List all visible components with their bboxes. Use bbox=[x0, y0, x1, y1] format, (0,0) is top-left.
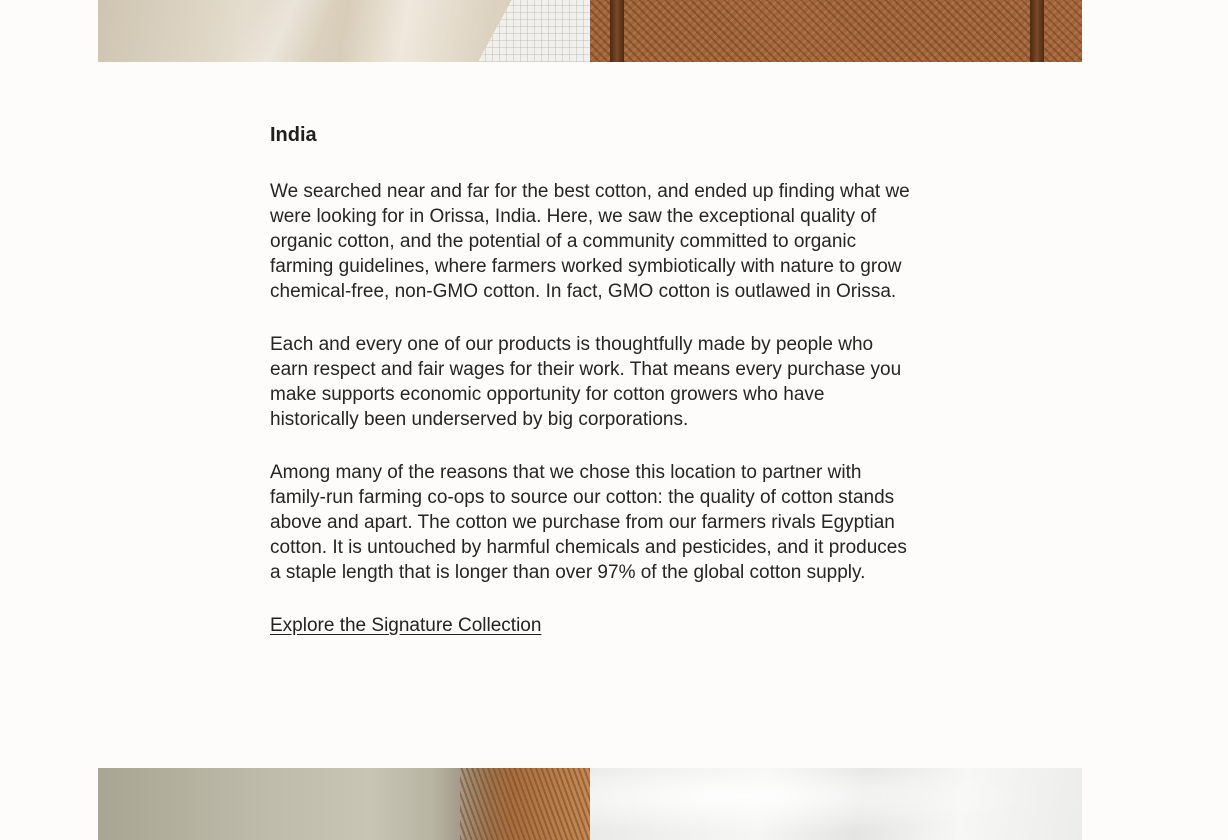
top-image-row bbox=[98, 0, 1082, 62]
section-heading: India bbox=[270, 124, 317, 146]
paragraph-cotton-quality: Among many of the reasons that we chose this location to partner with family-run farming co-ops to source our cotton: the quality of cotton stands above and apart. The cotton we purchase from our farmers rivals Egyptian cotton. It is untouched by harmful chemicals and pesticides, and it produces a staple length that is longer than over 97% of the global cotton supply. bbox=[270, 462, 907, 583]
paragraph-fair-wages: Each and every one of our products is thoughtfully made by people who earn respect and fair wages for their work. That means every purchase you make supports economic opportunity for cotton growers who have historically been underserved by big corporations. bbox=[270, 334, 902, 430]
explore-signature-collection-link[interactable]: Explore the Signature Collection bbox=[270, 615, 542, 636]
pillow-fur-throw-image bbox=[98, 768, 590, 840]
satin-sheet-waffle-texture-image bbox=[98, 0, 590, 62]
paragraph-sourcing: We searched near and far for the best cotton, and ended up finding what we were looking for in Orissa, India. Here, we saw the exceptional quality of organic cotton, and the potential of a community committed to organic farming guidelines, where farmers worked symbiotically with nature to grow chemical-free, non-GMO cotton. In fact, GMO cotton is outlawed in Orissa. bbox=[270, 181, 910, 302]
rattan-headboard-image bbox=[590, 0, 1082, 62]
india-story-section bbox=[270, 119, 915, 638]
bottom-image-row bbox=[98, 768, 1082, 840]
white-duvet-image bbox=[590, 768, 1082, 840]
